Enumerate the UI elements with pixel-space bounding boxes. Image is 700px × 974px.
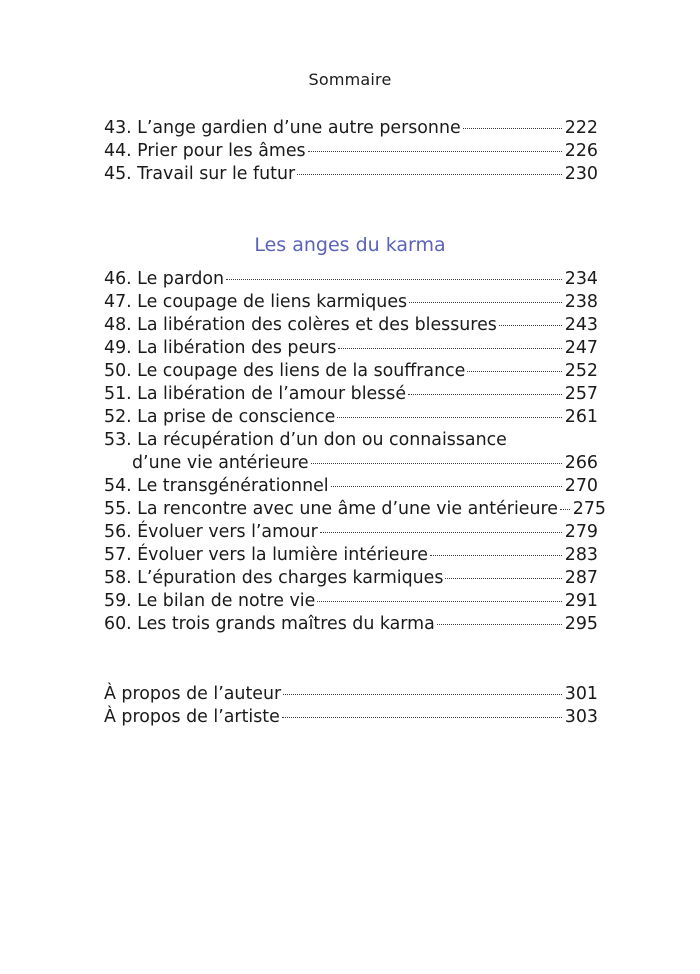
- toc-entry-title: À propos de l’artiste: [104, 707, 280, 727]
- dot-leader: [283, 694, 562, 695]
- toc-entry-title: 59. Le bilan de notre vie: [104, 591, 316, 611]
- toc-entry-page: 226: [564, 141, 598, 161]
- toc-entry-title: 56. Évoluer vers l’amour: [104, 522, 318, 542]
- section-heading: Les anges du karma: [254, 234, 446, 256]
- dot-leader: [308, 151, 562, 152]
- toc-entry: [104, 521, 598, 544]
- toc-entry: [104, 268, 598, 291]
- toc-block-top: [104, 117, 598, 186]
- toc-block-karma: [104, 268, 606, 636]
- dot-leader: [437, 624, 562, 625]
- dot-leader: [311, 463, 562, 464]
- toc-entry: [104, 683, 598, 706]
- dot-leader: [320, 532, 562, 533]
- toc-entry-page: 270: [564, 476, 598, 496]
- dot-leader: [463, 128, 562, 129]
- toc-entry-page: 287: [564, 568, 598, 588]
- toc-entry-title: 57. Évoluer vers la lumière intérieure: [104, 545, 428, 565]
- toc-entry: [104, 544, 598, 567]
- toc-entry: [104, 590, 598, 613]
- toc-entry-page: 257: [564, 384, 598, 404]
- toc-entry-page: 279: [564, 522, 598, 542]
- toc-entry-title: 44. Prier pour les âmes: [104, 141, 306, 161]
- toc-entry-title: 48. La libération des colères et des blessures: [104, 315, 497, 335]
- toc-entry: [104, 383, 598, 406]
- toc-entry-page: 222: [564, 118, 598, 138]
- toc-entry-page: 291: [564, 591, 598, 611]
- dot-leader: [409, 302, 562, 303]
- toc-entry-title: 45. Travail sur le futur: [104, 164, 296, 184]
- toc-entry: [104, 706, 598, 729]
- toc-entry: [104, 117, 598, 140]
- toc-entry-title: 50. Le coupage des liens de la souffrance: [104, 361, 466, 381]
- toc-entry-title: 55. La rencontre avec une âme d’une vie antérieure: [104, 499, 558, 519]
- running-head: Sommaire: [308, 70, 392, 89]
- toc-entry-page: 275: [572, 499, 606, 519]
- toc-block-back-matter: [104, 683, 598, 729]
- dot-leader: [445, 578, 562, 579]
- toc-entry-page: 295: [564, 614, 598, 634]
- toc-entry-title: 58. L’épuration des charges karmiques: [104, 568, 444, 588]
- toc-entry: [104, 613, 598, 636]
- toc-entry-page: 261: [564, 407, 598, 427]
- dot-leader: [467, 371, 562, 372]
- dot-leader: [408, 394, 562, 395]
- toc-entry: [104, 452, 598, 475]
- dot-leader: [282, 717, 562, 718]
- toc-entry-title-first-line: 53. La récupération d’un don ou connaissance: [104, 430, 507, 450]
- dot-leader: [331, 486, 562, 487]
- toc-entry-title: 51. La libération de l’amour blessé: [104, 384, 407, 404]
- toc-entry-title: 43. L’ange gardien d’une autre personne: [104, 118, 461, 138]
- toc-entry: [104, 163, 598, 186]
- toc-entry-page: 230: [564, 164, 598, 184]
- toc-entry: [104, 406, 598, 429]
- toc-entry-page: 234: [564, 269, 598, 289]
- toc-entry: [104, 291, 598, 314]
- toc-entry: [104, 567, 598, 590]
- toc-entry: [104, 337, 598, 360]
- toc-entry: [104, 140, 598, 163]
- toc-entry-title: 47. Le coupage de liens karmiques: [104, 292, 408, 312]
- toc-entry: [104, 475, 598, 498]
- toc-entry-title: 54. Le transgénérationnel: [104, 476, 329, 496]
- dot-leader: [226, 279, 562, 280]
- toc-entry: [104, 314, 598, 337]
- dot-leader: [337, 417, 562, 418]
- toc-entry-title: 52. La prise de conscience: [104, 407, 336, 427]
- dot-leader: [317, 601, 562, 602]
- dot-leader: [560, 509, 570, 510]
- toc-entry-page: 283: [564, 545, 598, 565]
- dot-leader: [297, 174, 562, 175]
- toc-entry-page: 266: [564, 453, 598, 473]
- toc-entry-title: d’une vie antérieure: [132, 453, 309, 473]
- toc-entry-title: 49. La libération des peurs: [104, 338, 337, 358]
- toc-entry: [104, 498, 606, 521]
- toc-entry-title: 46. Le pardon: [104, 269, 225, 289]
- toc-entry-page: 301: [564, 684, 598, 704]
- toc-entry-page: 247: [564, 338, 598, 358]
- toc-entry-page: 252: [564, 361, 598, 381]
- toc-entry-page: 303: [564, 707, 598, 727]
- dot-leader: [338, 348, 562, 349]
- toc-entry-page: 238: [564, 292, 598, 312]
- toc-entry: [104, 360, 598, 383]
- toc-entry-page: 243: [564, 315, 598, 335]
- dot-leader: [499, 325, 562, 326]
- toc-entry-title: 60. Les trois grands maîtres du karma: [104, 614, 435, 634]
- toc-entry-title: À propos de l’auteur: [104, 684, 282, 704]
- dot-leader: [430, 555, 562, 556]
